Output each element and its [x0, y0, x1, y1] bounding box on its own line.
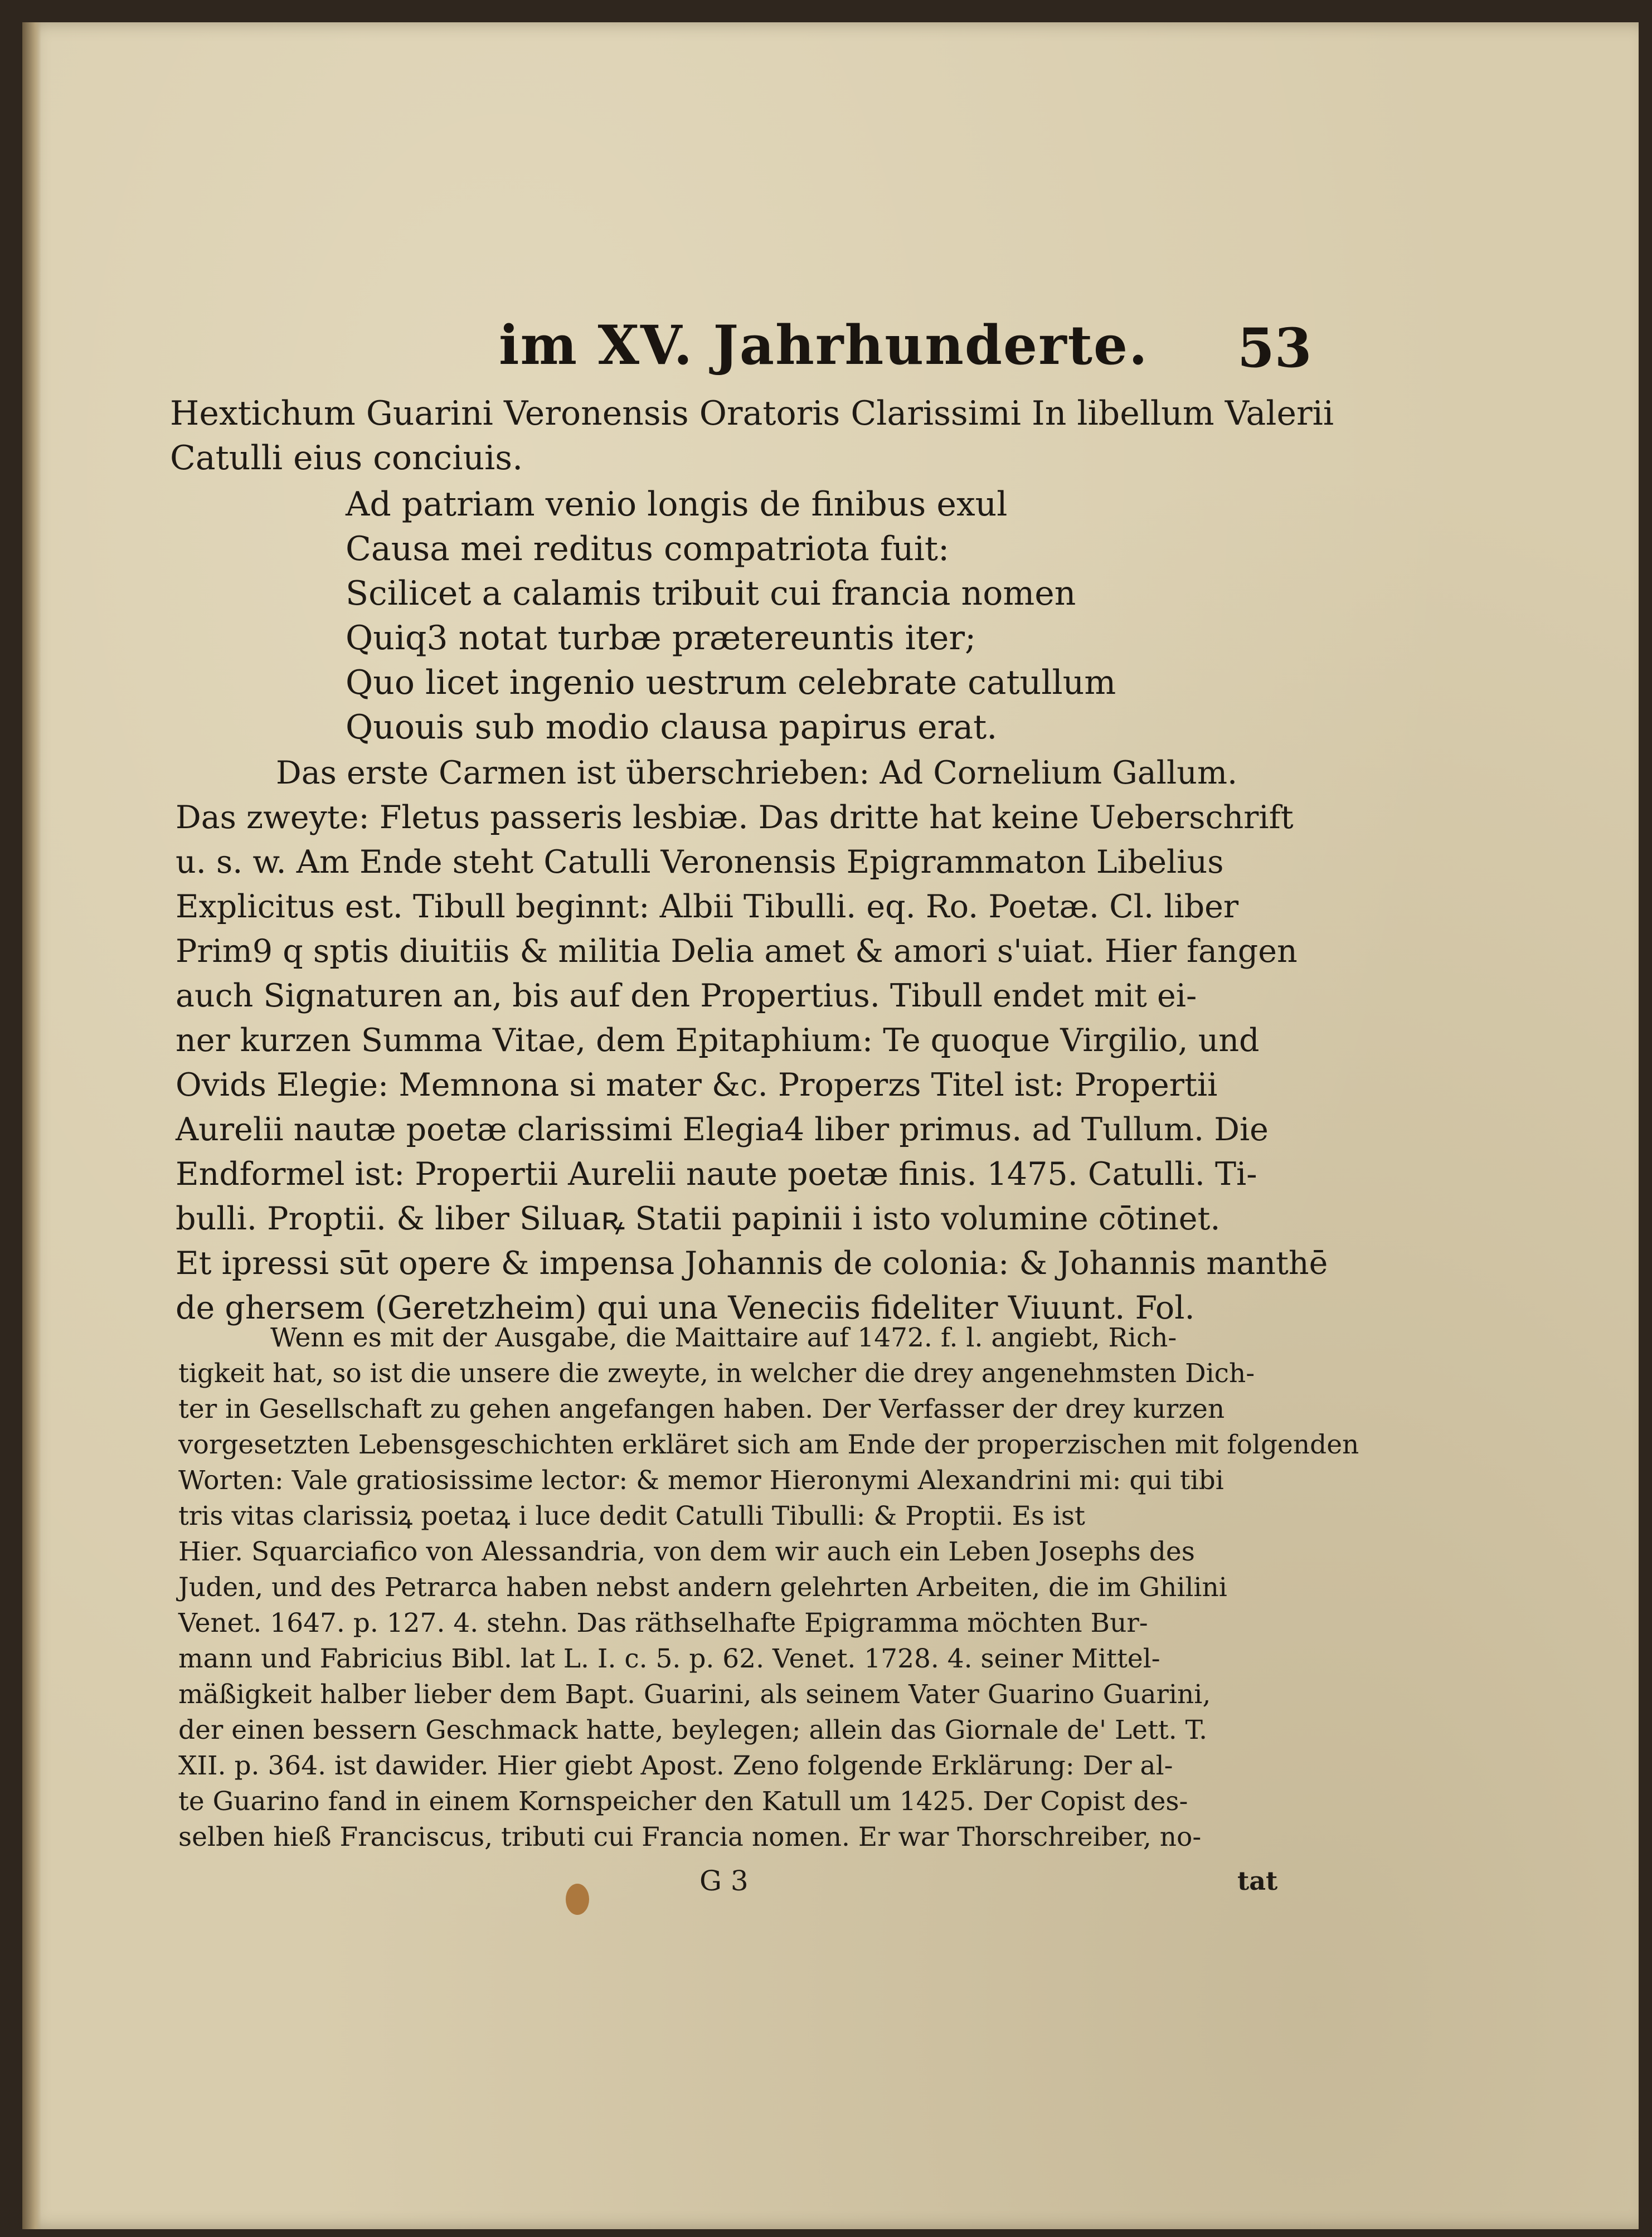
paragraph-line: auch Signaturen an, bis auf den Propertius. Tibull endet mit ei-	[176, 978, 1197, 1014]
footnote-line: Hier. Squarciafico von Alessandria, von dem wir auch ein Leben Josephs des	[178, 1536, 1195, 1567]
footnote-line: Venet. 1647. p. 127. 4. stehn. Das räthselhafte Epigramma möchten Bur-	[178, 1608, 1148, 1638]
footnote-line: vorgesetzten Lebensgeschichten erkläret sich am Ende der properzischen mit folgenden	[178, 1429, 1359, 1460]
footnote-line: Juden, und des Petrarca haben nebst andern gelehrten Arbeiten, die im Ghilini	[178, 1572, 1227, 1603]
paragraph-line: Das erste Carmen ist überschrieben: Ad Cornelium Gallum.	[276, 755, 1238, 791]
running-title: im XV. Jahrhunderte.	[499, 314, 1149, 377]
paragraph-line: Explicitus est. Tibull beginnt: Albii Tibulli. eq. Ro. Poetæ. Cl. liber	[176, 888, 1239, 925]
paragraph-line: u. s. w. Am Ende steht Catulli Veronensis Epigrammaton Libelius	[176, 844, 1224, 881]
paragraph-line: Et ipressi sūt opere & impensa Johannis de colonia: & Johannis manthē	[176, 1245, 1328, 1282]
footnote-line: XII. p. 364. ist dawider. Hier giebt Apost. Zeno folgende Erklärung: Der al-	[178, 1750, 1173, 1781]
paper-stain	[566, 1884, 589, 1915]
footnote-line: Worten: Vale gratiosissime lector: & memor Hieronymi Alexandrini mi: qui tibi	[178, 1465, 1224, 1496]
poem-line: Ad patriam venio longis de finibus exul	[346, 485, 1008, 524]
footnote-line: tris vitas clarissiꝝ poetaꝝ i luce dedit Catulli Tibulli: & Proptii. Es ist	[178, 1501, 1085, 1531]
poem-line: Scilicet a calamis tribuit cui francia nomen	[346, 574, 1076, 613]
paragraph-line: Endformel ist: Propertii Aurelii naute poetæ finis. 1475. Catulli. Ti-	[176, 1156, 1257, 1193]
footnote-line: selben hieß Franciscus, tributi cui Francia nomen. Er war Thorschreiber, no-	[178, 1822, 1202, 1852]
signature-mark: G 3	[699, 1865, 749, 1897]
footnote-line: ter in Gesellschaft zu gehen angefangen haben. Der Verfasser der drey kurzen	[178, 1394, 1225, 1424]
paragraph-line: de ghersem (Geretzheim) qui una Veneciis fideliter Viuunt. Fol.	[176, 1290, 1195, 1326]
paragraph-line: Das zweyte: Fletus passeris lesbiæ. Das dritte hat keine Ueberschrift	[176, 799, 1294, 836]
poem-heading-line: Catulli eius conciuis.	[170, 439, 523, 478]
footnote-line: Wenn es mit der Ausgabe, die Maittaire auf 1472. f. l. angiebt, Rich-	[270, 1322, 1177, 1353]
footnote-line: mann und Fabricius Bibl. lat L. I. c. 5. p. 62. Venet. 1728. 4. seiner Mittel-	[178, 1643, 1160, 1674]
paragraph-line: ner kurzen Summa Vitae, dem Epitaphium: Te quoque Virgilio, und	[176, 1022, 1260, 1059]
poem-line: Quiq3 notat turbæ prætereuntis iter;	[346, 619, 976, 658]
paragraph-line: Ovids Elegie: Memnona si mater &c. Properzs Titel ist: Propertii	[176, 1067, 1218, 1103]
footnote-line: der einen bessern Geschmack hatte, beylegen; allein das Giornale de' Lett. T.	[178, 1715, 1208, 1745]
catchword: tat	[1237, 1866, 1278, 1896]
page-number: 53	[1237, 317, 1312, 380]
poem-line: Causa mei reditus compatriota fuit:	[346, 529, 950, 568]
footnote-line: tigkeit hat, so ist die unsere die zweyte, in welcher die drey angenehmsten Dich-	[178, 1358, 1255, 1389]
paragraph-line: bulli. Proptii. & liber Siluaꝶ Statii papinii i isto volumine cōtinet.	[176, 1200, 1221, 1237]
poem-line: Quo licet ingenio uestrum celebrate catullum	[346, 663, 1116, 702]
page-binding-shadow	[22, 22, 41, 2229]
poem-line: Quouis sub modio clausa papirus erat.	[346, 708, 998, 747]
poem-heading-line: Hextichum Guarini Veronensis Oratoris Clarissimi In libellum Valerii	[170, 394, 1334, 433]
paragraph-line: Aurelii nautæ poetæ clarissimi Elegia4 liber primus. ad Tullum. Die	[176, 1111, 1269, 1148]
paragraph-line: Prim9 q sptis diuitiis & militia Delia amet & amori s'uiat. Hier fangen	[176, 933, 1298, 970]
footnote-line: mäßigkeit halber lieber dem Bapt. Guarini, als seinem Vater Guarino Guarini,	[178, 1679, 1211, 1710]
footnote-line: te Guarino fand in einem Kornspeicher den Katull um 1425. Der Copist des-	[178, 1786, 1188, 1817]
